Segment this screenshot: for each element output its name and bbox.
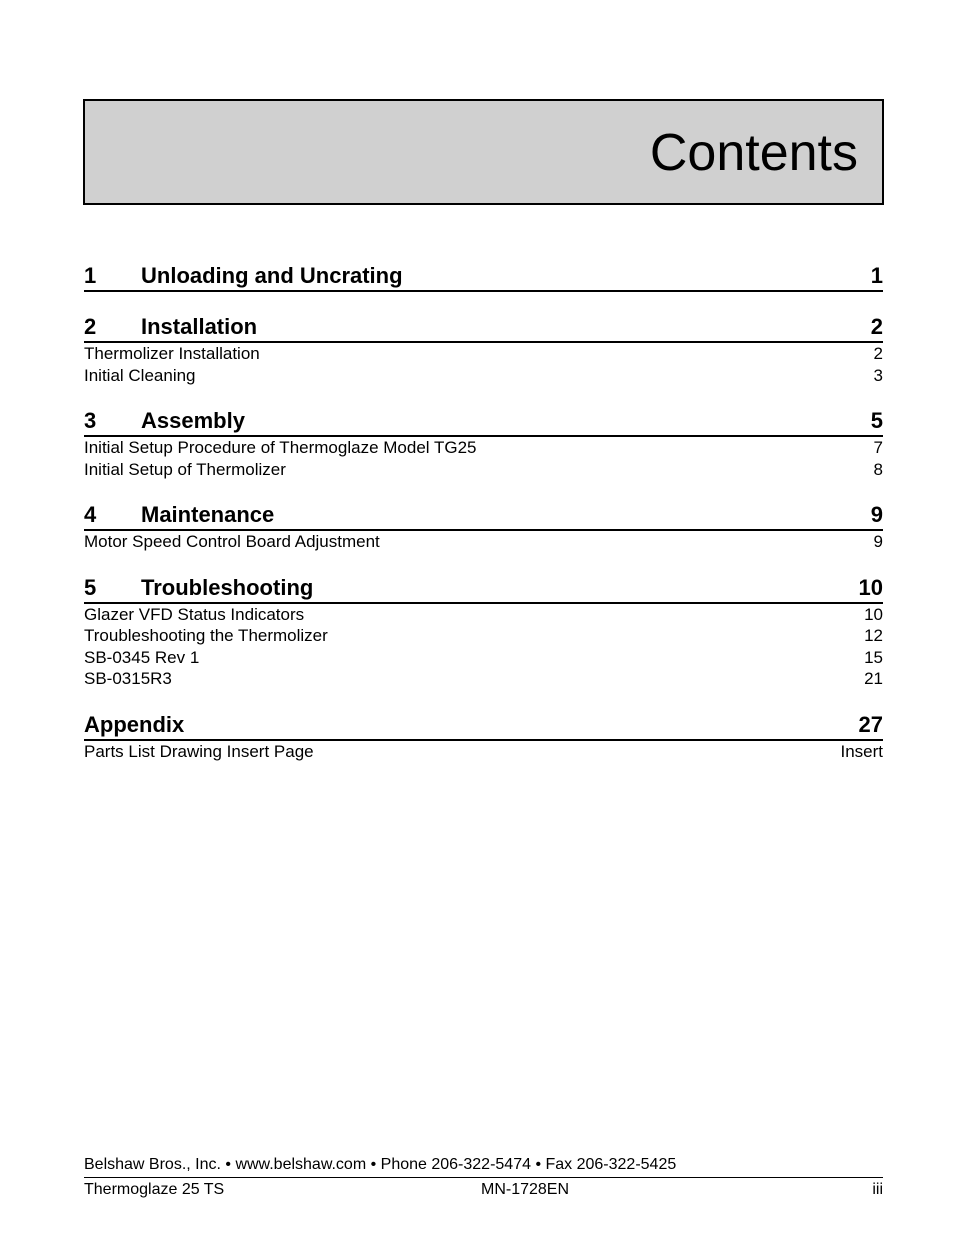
- section-title: Installation: [141, 314, 258, 339]
- entry-title: SB-0345 Rev 1: [84, 647, 200, 667]
- toc-entry-link[interactable]: [84, 343, 883, 365]
- section-page: 27: [858, 711, 883, 737]
- toc-section: [84, 262, 883, 292]
- section-title: Maintenance: [141, 502, 275, 527]
- section-page: 10: [858, 574, 883, 600]
- section-title: Troubleshooting: [141, 574, 314, 600]
- entry-page: 21: [864, 669, 883, 688]
- entry-page: 9: [873, 532, 883, 551]
- entry-title: Initial Setup Procedure of Thermoglaze Model TG25: [84, 438, 477, 457]
- entry-title: Parts List Drawing Insert Page: [84, 741, 314, 761]
- entry-title: Motor Speed Control Board Adjustment: [84, 532, 380, 551]
- section-number: 2: [84, 314, 97, 339]
- footer-divider: [84, 1177, 883, 1178]
- entry-title: Glazer VFD Status Indicators: [84, 604, 305, 624]
- toc-section: [84, 407, 883, 480]
- footer-contact: Belshaw Bros., Inc. • www.belshaw.com • Phone 206-322-5474 • Fax 206-322-5425: [84, 1156, 677, 1173]
- entry-title: Initial Cleaning: [84, 365, 196, 385]
- entry-page: 2: [873, 344, 883, 363]
- section-number: 3: [84, 408, 97, 433]
- footer-product: Thermoglaze 25 TS: [84, 1181, 225, 1198]
- toc-section: [84, 313, 883, 386]
- toc-section: [84, 501, 883, 553]
- toc-section: [84, 574, 883, 690]
- entry-page: 10: [864, 604, 883, 624]
- entry-title: Initial Setup of Thermolizer: [84, 459, 286, 479]
- section-number: 5: [84, 574, 97, 600]
- section-heading-link[interactable]: [84, 313, 883, 343]
- footer-doc-number: MN-1728EN: [481, 1181, 570, 1198]
- toc-section: [84, 711, 883, 763]
- entry-title: SB-0315R3: [84, 669, 172, 688]
- section-heading-link[interactable]: [84, 711, 883, 741]
- toc-entry-link[interactable]: [84, 459, 883, 481]
- entry-page: Insert: [840, 741, 883, 761]
- footer: [84, 1180, 883, 1200]
- entry-page: 7: [873, 438, 883, 457]
- section-heading-link[interactable]: [84, 501, 883, 531]
- section-heading-link[interactable]: [84, 407, 883, 437]
- section-heading-link[interactable]: [84, 574, 883, 604]
- toc-entry-link[interactable]: [84, 531, 883, 553]
- entry-title: Troubleshooting the Thermolizer: [84, 626, 328, 645]
- entry-title: Thermolizer Installation: [84, 344, 260, 363]
- entry-page: 12: [864, 626, 883, 645]
- toc-entry-link[interactable]: [84, 365, 883, 387]
- section-title: Appendix: [84, 711, 185, 737]
- toc-entry-link[interactable]: [84, 668, 883, 690]
- section-number: 1: [84, 263, 97, 288]
- section-heading-link[interactable]: [84, 262, 883, 292]
- entry-page: 3: [873, 365, 883, 385]
- entry-page: 8: [873, 459, 883, 479]
- entry-page: 15: [864, 647, 883, 667]
- section-page: 2: [870, 314, 883, 339]
- section-number: 4: [84, 502, 97, 527]
- table-of-contents: [84, 262, 883, 783]
- toc-entry-link[interactable]: [84, 437, 883, 459]
- section-page: 9: [870, 502, 883, 527]
- toc-entry-link[interactable]: [84, 625, 883, 647]
- section-page: 5: [870, 408, 883, 433]
- title-banner: [83, 99, 884, 205]
- toc-entry-link[interactable]: [84, 604, 883, 626]
- footer-page-number: iii: [872, 1181, 883, 1198]
- section-title: Unloading and Uncrating: [141, 263, 403, 288]
- page-title: Contents: [649, 124, 858, 182]
- toc-entry-link[interactable]: [84, 741, 883, 763]
- section-page: 1: [870, 263, 883, 288]
- toc-entry-link[interactable]: [84, 647, 883, 669]
- section-title: Assembly: [141, 408, 245, 433]
